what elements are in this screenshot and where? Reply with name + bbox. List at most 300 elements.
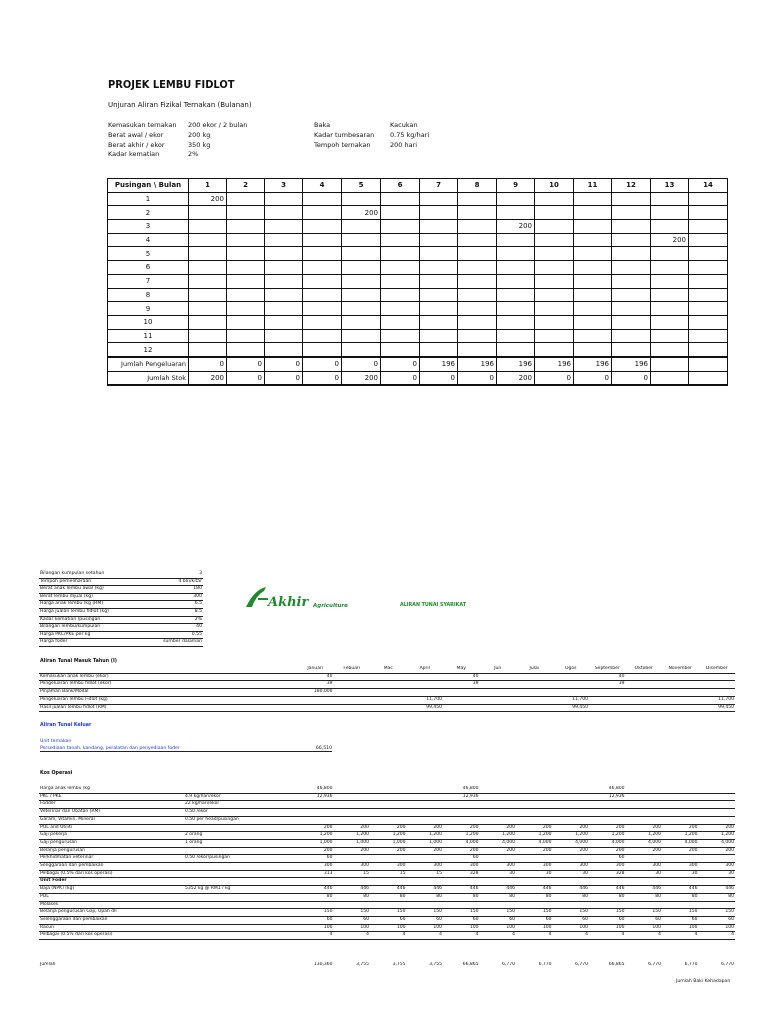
grid-row-label: 9 xyxy=(108,302,189,316)
assumption-value: sumber dalaman xyxy=(151,639,203,647)
grid-total-cell xyxy=(651,371,689,385)
grid-month-header: 12 xyxy=(612,179,651,193)
physical-flow-table xyxy=(107,178,728,386)
grid-cell xyxy=(651,315,689,329)
grid-cell xyxy=(689,261,728,275)
outflow-cell xyxy=(480,809,517,817)
outflow-cell: 80 xyxy=(407,893,444,901)
month-header: May xyxy=(443,666,480,673)
outflow-cell: 200 xyxy=(626,847,663,855)
param-value: 200 hari xyxy=(390,141,418,149)
outflow-cell: 200 xyxy=(699,847,736,855)
total-row xyxy=(39,962,735,969)
outflow-cell: 46,800 xyxy=(589,786,626,793)
outflow-cell xyxy=(407,878,444,886)
outflow-cell: 200 xyxy=(370,824,407,832)
grid-total-cell: 196 xyxy=(497,357,535,371)
grid-cell xyxy=(303,329,342,343)
grid-cell xyxy=(265,206,303,220)
outflow-cell: 446 xyxy=(480,886,517,894)
outflow-cell: 15 xyxy=(334,870,371,878)
grid-cell xyxy=(497,233,535,247)
outflow-row-label: Garam, Vitamin, Mineral xyxy=(39,816,184,824)
outflow-cell xyxy=(553,878,590,886)
grid-cell xyxy=(497,288,535,302)
grid-cell xyxy=(535,274,574,288)
inflow-cell xyxy=(334,689,371,697)
grid-cell xyxy=(227,315,265,329)
outflow-cell: 4 xyxy=(443,932,480,940)
grid-cell xyxy=(535,343,574,357)
outflow-cell: 150 xyxy=(516,909,553,917)
grid-cell: 200 xyxy=(342,206,381,220)
inflow-cell xyxy=(699,681,736,689)
grid-total-cell: 0 xyxy=(342,357,381,371)
param-label: Kadar kematian xyxy=(108,150,160,158)
outflow-cell: 446 xyxy=(443,886,480,894)
outflow-row xyxy=(39,801,735,809)
grid-cell xyxy=(574,261,612,275)
grid-row xyxy=(108,247,728,261)
outflow-row-note xyxy=(184,786,297,793)
grid-cell xyxy=(574,288,612,302)
outflow-cell xyxy=(516,801,553,809)
outflow-cell: 300 xyxy=(370,863,407,871)
grid-cell xyxy=(689,343,728,357)
outflow-cell xyxy=(443,901,480,909)
inflow-cell xyxy=(589,696,626,704)
grid-cell xyxy=(612,343,651,357)
outflow-cell xyxy=(407,801,444,809)
grid-cell xyxy=(574,302,612,316)
outflow-row-label: PKC / PKE xyxy=(39,793,184,801)
outflow-row xyxy=(39,878,735,886)
inflow-cell xyxy=(370,673,407,681)
grid-cell xyxy=(420,343,458,357)
outflow-cell: 100 xyxy=(553,924,590,932)
grid-cell xyxy=(265,220,303,234)
outflow-cell: 15 xyxy=(370,870,407,878)
grid-cell xyxy=(189,206,227,220)
grid-cell xyxy=(265,247,303,261)
outflow-cell xyxy=(589,809,626,817)
grid-cell xyxy=(303,343,342,357)
inflow-cell: 40 xyxy=(297,673,334,681)
grid-cell xyxy=(689,206,728,220)
company-title: ALIRAN TUNAI SYARIKAT xyxy=(400,603,466,608)
inflow-header-row xyxy=(39,666,735,673)
outflow-cell: 80 xyxy=(297,893,334,901)
assumption-row xyxy=(39,571,203,578)
grid-cell xyxy=(651,206,689,220)
outflow-row xyxy=(39,924,735,932)
grid-month-header: 8 xyxy=(458,179,497,193)
inflow-cell xyxy=(699,673,736,681)
outflow-cell: 60 xyxy=(443,855,480,863)
grid-total-cell xyxy=(689,357,728,371)
total-cell: 6,770 xyxy=(575,962,588,967)
grid-cell xyxy=(303,220,342,234)
grid-cell xyxy=(381,192,420,206)
outflow-cell: 300 xyxy=(334,863,371,871)
page-title: PROJEK LEMBU FIDLOT xyxy=(108,78,235,91)
assumption-row xyxy=(39,624,203,632)
grid-cell xyxy=(189,274,227,288)
month-header: April xyxy=(407,666,444,673)
grid-month-header: 2 xyxy=(227,179,265,193)
outflow-cell: 328 xyxy=(443,870,480,878)
total-cell: 6,770 xyxy=(684,962,698,967)
inflow-cell xyxy=(334,696,371,704)
inflow-cell: 11,700 xyxy=(553,696,590,704)
grid-cell xyxy=(420,288,458,302)
assumption-value: 40 xyxy=(151,624,203,632)
inflow-cell xyxy=(480,704,517,712)
outflow-cell: 200 xyxy=(334,824,371,832)
outflow-cell: 446 xyxy=(589,886,626,894)
grid-cell xyxy=(497,274,535,288)
outflow-cell: 80 xyxy=(443,893,480,901)
outflow-cell: 100 xyxy=(407,924,444,932)
outflow-cell: 200 xyxy=(589,847,626,855)
outflow-cell: 4,000 xyxy=(480,839,517,847)
outflow-row xyxy=(39,932,735,940)
inflow-cell xyxy=(334,704,371,712)
outflow-cell: 150 xyxy=(334,909,371,917)
ops-title: Kos Operasi xyxy=(40,771,73,776)
outflow-cell xyxy=(407,793,444,801)
outflow-row xyxy=(39,824,735,832)
outflow-cell: 446 xyxy=(699,886,736,894)
grid-cell xyxy=(227,343,265,357)
outflow-cell xyxy=(626,816,663,824)
outflow-row-label: Molases xyxy=(39,901,184,909)
inflow-cell: 99,450 xyxy=(553,704,590,712)
outflow-cell: 1,200 xyxy=(443,832,480,840)
month-header: Mac xyxy=(370,666,407,673)
grid-total-cell: 196 xyxy=(612,357,651,371)
outflow-row-label: POL and Utiliti xyxy=(39,824,184,832)
inflow-cell xyxy=(516,673,553,681)
grid-total-cell: 0 xyxy=(381,357,420,371)
inflow-cell xyxy=(443,704,480,712)
outflow-cell xyxy=(334,901,371,909)
outflow-cell: 1,000 xyxy=(407,839,444,847)
outflow-cell xyxy=(662,878,699,886)
outflow-cell xyxy=(626,793,663,801)
outflow-cell: 60 xyxy=(297,916,334,924)
month-header: September xyxy=(589,666,626,673)
grid-month-header: 10 xyxy=(535,179,574,193)
grid-total-cell: 0 xyxy=(227,371,265,385)
inflow-cell xyxy=(443,689,480,697)
param-value: 350 kg xyxy=(188,141,211,149)
outflow-cell xyxy=(334,786,371,793)
outflow-cell: 446 xyxy=(516,886,553,894)
inflow-cell: 180,000 xyxy=(297,689,334,697)
outflow-cell xyxy=(699,901,736,909)
grid-cell xyxy=(458,315,497,329)
inflow-row-label: Pengeluaran lembu Fidlot (kg) xyxy=(39,696,297,704)
inflow-row-label: Hasil jualan lembu fidlot (RM) xyxy=(39,704,297,712)
outflow-cell: 150 xyxy=(662,909,699,917)
grid-row xyxy=(108,274,728,288)
month-header: Januari xyxy=(297,666,334,673)
grid-cell xyxy=(227,247,265,261)
outflow-cell: 446 xyxy=(553,886,590,894)
assumption-value: 8.5 xyxy=(151,608,203,616)
assumption-row xyxy=(39,631,203,639)
outflow-cell xyxy=(480,801,517,809)
outflow-cell: 4,000 xyxy=(516,839,553,847)
grid-cell xyxy=(535,206,574,220)
outflow-cell: 100 xyxy=(589,924,626,932)
outflow-row-label: Belanja pengurusan Gaji, Upah dll xyxy=(39,909,184,917)
inflow-cell: 11,700 xyxy=(407,696,444,704)
grid-cell xyxy=(303,206,342,220)
outflow-cell: 446 xyxy=(407,886,444,894)
grid-row-label: 11 xyxy=(108,329,189,343)
grid-cell xyxy=(227,206,265,220)
outflow-row xyxy=(39,886,735,894)
outflow-row-note xyxy=(184,924,297,932)
outflow-cell: 4,000 xyxy=(553,839,590,847)
grid-cell xyxy=(535,315,574,329)
outflow-cell xyxy=(516,878,553,886)
grid-cell xyxy=(420,329,458,343)
grid-cell xyxy=(689,220,728,234)
outflow-cell: 4 xyxy=(370,932,407,940)
grid-cell xyxy=(303,302,342,316)
outflow-cell xyxy=(407,809,444,817)
outflow-cell xyxy=(370,809,407,817)
outflow-cell xyxy=(626,878,663,886)
grid-cell xyxy=(227,261,265,275)
inflow-title: Aliran Tunai Masuk Tahun (I) xyxy=(40,659,117,664)
inflow-cell xyxy=(407,689,444,697)
outflow-cell: 100 xyxy=(334,924,371,932)
grid-cell xyxy=(458,343,497,357)
inflow-cell xyxy=(626,689,663,697)
grid-cell xyxy=(381,220,420,234)
outflow-row xyxy=(39,809,735,817)
grid-month-header: 4 xyxy=(303,179,342,193)
outflow-cell: 30 xyxy=(553,870,590,878)
grid-cell xyxy=(189,261,227,275)
grid-cell xyxy=(458,247,497,261)
outflow-cell xyxy=(699,855,736,863)
outflow-cell: 200 xyxy=(334,847,371,855)
outflow-cell: 15 xyxy=(407,870,444,878)
grid-cell xyxy=(612,274,651,288)
outflow-row xyxy=(39,816,735,824)
outflow-cell xyxy=(553,816,590,824)
grid-cell xyxy=(535,302,574,316)
total-cell: 3,755 xyxy=(392,962,406,967)
grid-cell xyxy=(303,247,342,261)
grid-cell xyxy=(227,220,265,234)
month-header: Julai xyxy=(516,666,553,673)
outflow-cell xyxy=(516,901,553,909)
grid-cell xyxy=(381,315,420,329)
outflow-cell: 60 xyxy=(662,916,699,924)
grid-cell xyxy=(535,192,574,206)
outflow-cell: 80 xyxy=(480,893,517,901)
outflow-cell xyxy=(480,878,517,886)
outflow-cell xyxy=(297,816,334,824)
grid-cell xyxy=(689,233,728,247)
grid-cell xyxy=(574,220,612,234)
grid-cell xyxy=(574,233,612,247)
grid-total-cell xyxy=(651,357,689,371)
grid-total-row xyxy=(108,357,728,371)
outflow-cell: 60 xyxy=(370,916,407,924)
outflow-row-label: Selenggaraan dan pembaikan xyxy=(39,916,184,924)
grid-cell xyxy=(535,261,574,275)
grid-row-label: 4 xyxy=(108,233,189,247)
grid-cell xyxy=(574,274,612,288)
outflow-cell: 4,000 xyxy=(699,839,736,847)
outflow-cell xyxy=(662,801,699,809)
outflow-cell xyxy=(699,809,736,817)
grid-cell xyxy=(303,274,342,288)
outflow-cell: 80 xyxy=(370,893,407,901)
inflow-cell xyxy=(662,704,699,712)
grid-cell xyxy=(458,329,497,343)
outflow-row-note: 0.50 per head/pusingan xyxy=(184,816,297,824)
assumption-row xyxy=(39,639,203,647)
outflow-cell xyxy=(334,801,371,809)
grid-cell xyxy=(689,288,728,302)
outflow-cell: 200 xyxy=(480,824,517,832)
grid-cell xyxy=(227,329,265,343)
outflow-cell: 100 xyxy=(662,924,699,932)
grid-cell xyxy=(189,302,227,316)
outflow-cell xyxy=(297,901,334,909)
grid-cell xyxy=(265,233,303,247)
outflow-cell: 150 xyxy=(553,909,590,917)
grid-total-cell: 196 xyxy=(574,357,612,371)
outflow-cell: 200 xyxy=(443,824,480,832)
outflow-cell: 46,800 xyxy=(297,786,334,793)
inflow-cell xyxy=(662,696,699,704)
outflow-cell: 300 xyxy=(699,863,736,871)
grid-total-cell: 0 xyxy=(574,371,612,385)
outflow-cell xyxy=(553,809,590,817)
outflow-row xyxy=(39,855,735,863)
outflow-cell xyxy=(553,901,590,909)
inflow-cell xyxy=(370,681,407,689)
grid-cell xyxy=(381,274,420,288)
grid-month-header: 11 xyxy=(574,179,612,193)
outflow-cell: 200 xyxy=(516,847,553,855)
inflow-row xyxy=(39,673,735,681)
outflow-cell xyxy=(516,809,553,817)
land-label: Persediaan tanah, kandang, peralatan dan penyediaan foder xyxy=(40,746,327,752)
grid-month-header: 9 xyxy=(497,179,535,193)
outflow-row-label: Unit Foder xyxy=(39,878,184,886)
grid-cell xyxy=(612,233,651,247)
outflow-cell: 200 xyxy=(589,824,626,832)
inflow-cell xyxy=(370,696,407,704)
grid-cell xyxy=(689,274,728,288)
outflow-cell xyxy=(334,793,371,801)
grid-total-label: Jumlah Pengeluaran xyxy=(108,357,189,371)
outflow-cell: 100 xyxy=(480,924,517,932)
outflow-row xyxy=(39,893,735,901)
grid-row xyxy=(108,220,728,234)
grid-total-cell: 0 xyxy=(381,371,420,385)
inflow-cell xyxy=(553,673,590,681)
outflow-cell xyxy=(370,793,407,801)
grid-cell xyxy=(381,247,420,261)
outflow-cell xyxy=(297,809,334,817)
outflow-cell: 80 xyxy=(334,893,371,901)
grid-cell xyxy=(265,329,303,343)
grid-cell xyxy=(420,192,458,206)
grid-month-header: 13 xyxy=(651,179,689,193)
grid-total-cell: 0 xyxy=(265,357,303,371)
outflow-cell: 200 xyxy=(443,847,480,855)
assumption-row xyxy=(39,586,203,594)
outflow-row-note: 22 kg/hari/ekor xyxy=(184,801,297,809)
grid-total-cell: 0 xyxy=(189,357,227,371)
inflow-cell xyxy=(626,696,663,704)
grid-row-label: 2 xyxy=(108,206,189,220)
grid-cell xyxy=(342,247,381,261)
outflow-cell: 300 xyxy=(553,863,590,871)
month-header: November xyxy=(662,666,699,673)
outflow-row-note xyxy=(184,878,297,886)
outflow-cell: 4 xyxy=(589,932,626,940)
grid-row xyxy=(108,261,728,275)
grid-cell xyxy=(497,302,535,316)
param-label: Tempoh ternakan xyxy=(314,141,371,149)
outflow-cell: 446 xyxy=(662,886,699,894)
outflow-cell xyxy=(370,878,407,886)
grid-row-label: 8 xyxy=(108,288,189,302)
assumption-label: Berat anak lembu awal (kg) xyxy=(39,586,151,594)
outflow-cell: 200 xyxy=(699,824,736,832)
grid-cell: 200 xyxy=(651,233,689,247)
grid-total-cell: 0 xyxy=(535,371,574,385)
month-header: Jun xyxy=(480,666,517,673)
outflow-cell: 60 xyxy=(407,916,444,924)
inflow-row xyxy=(39,689,735,697)
inflow-cell xyxy=(480,689,517,697)
grid-cell xyxy=(651,302,689,316)
grid-cell xyxy=(189,288,227,302)
outflow-cell xyxy=(297,878,334,886)
grid-cell xyxy=(458,274,497,288)
outflow-cell: 12,936 xyxy=(297,793,334,801)
outflow-cell: 60 xyxy=(443,916,480,924)
outflow-cell: 60 xyxy=(297,855,334,863)
outflow-cell: 446 xyxy=(626,886,663,894)
outflow-cell: 1,200 xyxy=(626,832,663,840)
outflow-cell: 100 xyxy=(443,924,480,932)
assumption-label: Bilangan kumpulan setahun xyxy=(39,571,151,578)
month-header: Disember xyxy=(699,666,736,673)
outflow-row-note: 0.50 /ekor xyxy=(184,809,297,817)
outflow-cell xyxy=(370,801,407,809)
outflow-cell xyxy=(553,801,590,809)
outflow-cell: 80 xyxy=(589,893,626,901)
total-cell: 66,865 xyxy=(608,962,625,967)
inflow-cell xyxy=(626,681,663,689)
grid-cell: 200 xyxy=(189,192,227,206)
outflow-cell: 4 xyxy=(407,932,444,940)
